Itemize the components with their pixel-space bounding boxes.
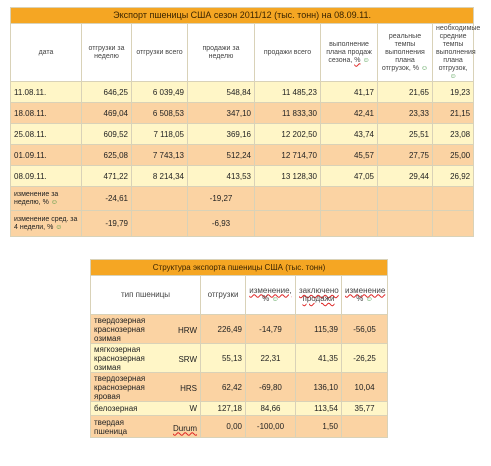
- col-header-sales-plan: выполнение плана продаж сезона, % ☺: [321, 24, 378, 82]
- cell-value: 12 202,50: [255, 124, 321, 145]
- export-table: [10, 7, 481, 237]
- cell-value: 0,00: [201, 416, 246, 438]
- cell-value: [342, 416, 388, 438]
- cell-value: 6 508,53: [132, 103, 188, 124]
- empty-cell: [321, 187, 378, 211]
- cell-value: 29,44: [378, 166, 433, 187]
- cell-value: 43,74: [321, 124, 378, 145]
- smiley-icon: ☺: [420, 64, 429, 72]
- cell-value: 8 214,34: [132, 166, 188, 187]
- cell-date: 01.09.11.: [11, 145, 82, 166]
- cell-value: 22,31: [246, 344, 296, 373]
- change-week-label: изменение за неделю, % ☺: [11, 187, 82, 211]
- cell-value: 512,24: [188, 145, 255, 166]
- cell-value: 469,04: [82, 103, 132, 124]
- cell-date: 11.08.11.: [11, 82, 82, 103]
- col-header-change1: изменение, % ☺: [246, 276, 296, 315]
- cell-value: 55,13: [201, 344, 246, 373]
- empty-cell: [132, 187, 188, 211]
- wheat-type-cell: белозерная W: [91, 402, 201, 416]
- col-header-real-pace: реальные темпы выполнения плана отгрузок, % ☺: [378, 24, 433, 82]
- smiley-icon: ☺: [449, 72, 457, 80]
- cell-value: 25,00: [433, 145, 474, 166]
- smiley-icon: ☺: [50, 198, 58, 206]
- cell-value: 19,23: [433, 82, 474, 103]
- cell-value: 136,10: [296, 373, 342, 402]
- cell-value: 471,22: [82, 166, 132, 187]
- cell-value: 84,66: [246, 402, 296, 416]
- cell-value: 413,53: [188, 166, 255, 187]
- cell-value: 609,52: [82, 124, 132, 145]
- col-header-change2: изменение % ☺: [342, 276, 388, 315]
- col-header-wheat-type: тип пшеницы: [91, 276, 201, 315]
- col-header-needed-pace: необходимые средние темпы выполнения плана отгрузок, ☺: [433, 24, 474, 82]
- wheat-type-cell: твердозерная краснозерная озимая HRW: [91, 315, 201, 344]
- cell-value: -26,25: [342, 344, 388, 373]
- cell-date: 25.08.11.: [11, 124, 82, 145]
- cell-value: 10,04: [342, 373, 388, 402]
- cell-value: -100,00: [246, 416, 296, 438]
- cell-value: 41,35: [296, 344, 342, 373]
- change-avg-label: изменение сред. за 4 недели, % ☺: [11, 211, 82, 237]
- wheat-type-cell: твердозерная краснозерная яровая HRS: [91, 373, 201, 402]
- cell-value: 6 039,49: [132, 82, 188, 103]
- change-avg-shipments: -19,79: [82, 211, 132, 237]
- change-avg-sales: -6,93: [188, 211, 255, 237]
- cell-value: 21,15: [433, 103, 474, 124]
- empty-cell: [255, 211, 321, 237]
- empty-cell: [255, 187, 321, 211]
- empty-cell: [132, 211, 188, 237]
- cell-value: 41,17: [321, 82, 378, 103]
- cell-value: 226,49: [201, 315, 246, 344]
- cell-value: 35,77: [342, 402, 388, 416]
- structure-table-title: Структура экспорта пшеницы США (тыс. тонн): [91, 260, 388, 276]
- cell-value: 62,42: [201, 373, 246, 402]
- cell-value: 21,65: [378, 82, 433, 103]
- cell-value: 113,54: [296, 402, 342, 416]
- empty-cell: [378, 187, 433, 211]
- col-header-sales: заключено продажи: [296, 276, 342, 315]
- col-header-total-shipments: отгрузки всего: [132, 24, 188, 82]
- cell-value: 13 128,30: [255, 166, 321, 187]
- cell-value: 47,05: [321, 166, 378, 187]
- empty-cell: [321, 211, 378, 237]
- col-header-total-sales: продажи всего: [255, 24, 321, 82]
- cell-value: 27,75: [378, 145, 433, 166]
- col-header-date: дата: [11, 24, 82, 82]
- cell-date: 18.08.11.: [11, 103, 82, 124]
- cell-value: 25,51: [378, 124, 433, 145]
- col-header-shipments: отгрузки: [201, 276, 246, 315]
- cell-value: 646,25: [82, 82, 132, 103]
- smiley-icon: ☺: [271, 295, 279, 303]
- cell-value: 26,92: [433, 166, 474, 187]
- empty-cell: [433, 211, 474, 237]
- cell-value: 127,18: [201, 402, 246, 416]
- cell-value: 347,10: [188, 103, 255, 124]
- change-week-sales: -19,27: [188, 187, 255, 211]
- cell-value: 23,33: [378, 103, 433, 124]
- change-week-shipments: -24,61: [82, 187, 132, 211]
- smiley-icon: ☺: [55, 223, 63, 231]
- empty-cell: [378, 211, 433, 237]
- export-table-title: Экспорт пшеницы США сезон 2011/12 (тыс. тонн) на 08.09.11.: [11, 8, 474, 24]
- col-header-week-sales: продажи за неделю: [188, 24, 255, 82]
- empty-cell: [433, 187, 474, 211]
- structure-table: [90, 259, 388, 438]
- cell-value: 7 743,13: [132, 145, 188, 166]
- cell-value: 23,08: [433, 124, 474, 145]
- cell-value: -14,79: [246, 315, 296, 344]
- cell-value: 42,41: [321, 103, 378, 124]
- smiley-icon: ☺: [362, 56, 370, 64]
- cell-value: 11 485,23: [255, 82, 321, 103]
- cell-date: 08.09.11.: [11, 166, 82, 187]
- cell-value: 1,50: [296, 416, 342, 438]
- cell-value: -69,80: [246, 373, 296, 402]
- cell-value: 115,39: [296, 315, 342, 344]
- wheat-type-cell: мягкозерная краснозерная озимая SRW: [91, 344, 201, 373]
- cell-value: 369,16: [188, 124, 255, 145]
- smiley-icon: ☺: [365, 295, 373, 303]
- cell-value: 45,57: [321, 145, 378, 166]
- cell-value: 625,08: [82, 145, 132, 166]
- cell-value: -56,05: [342, 315, 388, 344]
- cell-value: 7 118,05: [132, 124, 188, 145]
- cell-value: 12 714,70: [255, 145, 321, 166]
- cell-value: 548,84: [188, 82, 255, 103]
- col-header-week-shipments: отгрузки за неделю: [82, 24, 132, 82]
- cell-value: 11 833,30: [255, 103, 321, 124]
- wheat-type-cell: твердая пшеница Durum: [91, 416, 201, 438]
